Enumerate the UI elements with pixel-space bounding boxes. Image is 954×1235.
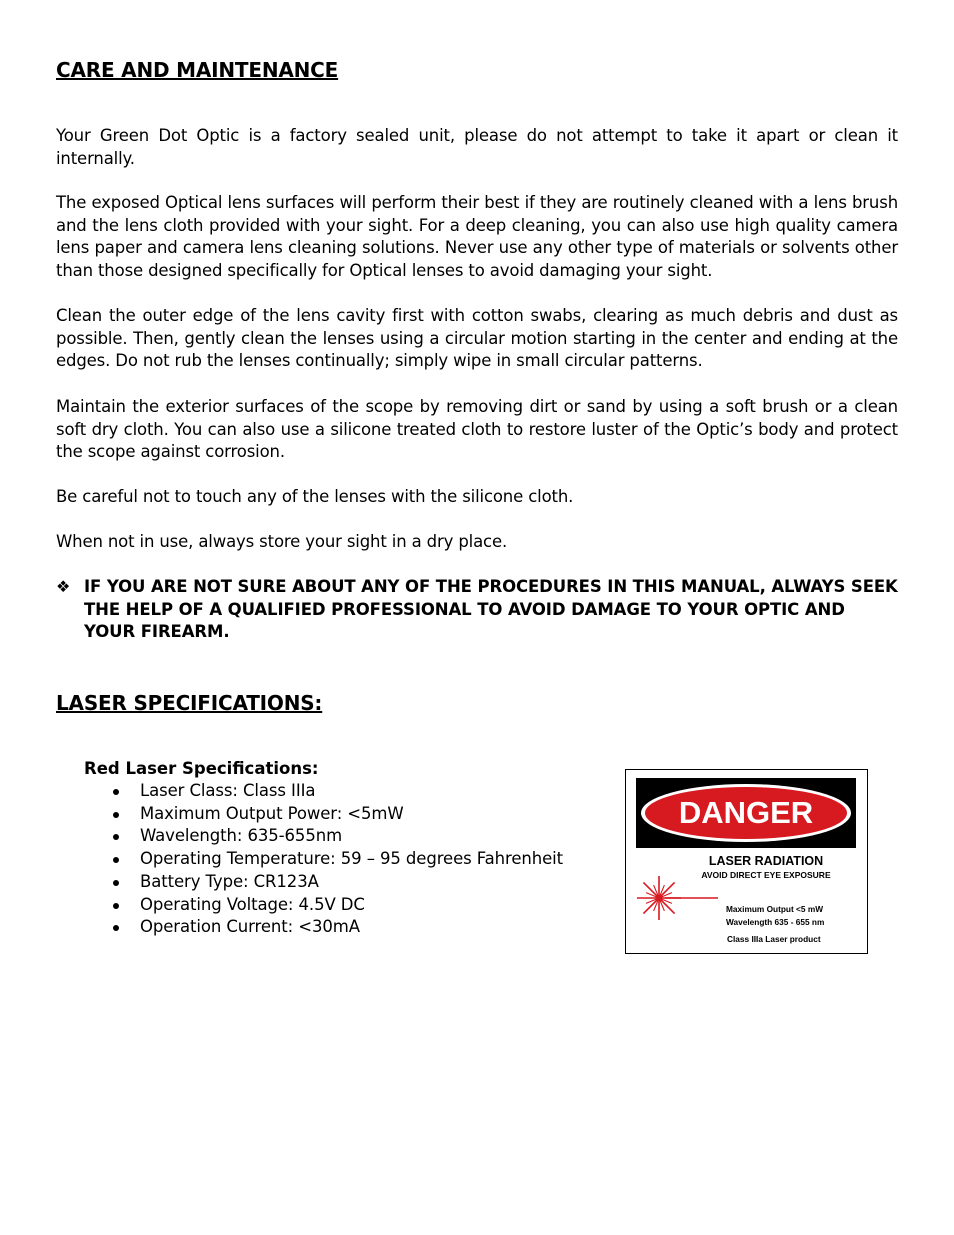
- avoid-exposure-text: AVOID DIRECT EYE EXPOSURE: [701, 870, 831, 880]
- warning-text: IF YOU ARE NOT SURE ABOUT ANY OF THE PROCEDURES IN THIS MANUAL, ALWAYS SEEK THE HELP OF A QUALIFIED PROFESSIONAL TO AVOID DAMAGE TO YOUR OPTIC AND YOUR FIREARM.: [84, 577, 898, 642]
- laser-heading: LASER SPECIFICATIONS:: [56, 691, 323, 715]
- laser-radiation-text: LASER RADIATION: [708, 854, 824, 868]
- spec-list: [84, 780, 563, 939]
- list-item: [84, 871, 563, 894]
- care-paragraph-3: Clean the outer edge of the lens cavity first with cotton swabs, clearing as much debris and dust as possible. Then, gently clean the lenses using a circular motion starting in the center and ending at the edges. Do not rub the lenses continually; simply wipe in small circular patterns.: [56, 306, 898, 371]
- list-item: [84, 894, 563, 917]
- spec-text: Laser Class: Class IIIa: [140, 781, 316, 800]
- red-laser-subheading: Red Laser Specifications:: [84, 759, 319, 778]
- care-paragraph-2: The exposed Optical lens surfaces will perform their best if they are routinely cleaned with a lens brush and the lens cloth provided with your sight. For a deep cleaning, you can also use high quality camera lens paper and camera lens cleaning solutions. Never use any other type of materials or solvents other than those designed specifically for Optical lenses to avoid damaging your sight.: [56, 193, 898, 280]
- danger-sign-graphic: [626, 770, 866, 952]
- spec-text: Wavelength: 635-655nm: [140, 826, 343, 846]
- spec-text: Maximum Output Power: <5mW: [140, 803, 404, 823]
- bullet-icon: [113, 857, 119, 863]
- spec-text: Operating Temperature: 59 – 95 degrees Fahrenheit: [140, 849, 564, 869]
- list-item: [84, 825, 563, 848]
- list-item: [84, 780, 563, 803]
- diamond-bullet-icon: ❖: [56, 577, 71, 596]
- list-item: [84, 803, 563, 826]
- care-paragraph-1: Your Green Dot Optic is a factory sealed unit, please do not attempt to take it apart or clean it internally.: [56, 126, 898, 168]
- care-paragraph-6: When not in use, always store your sight in a dry place.: [56, 532, 508, 551]
- list-item: [84, 848, 563, 871]
- laser-danger-label: [625, 769, 868, 954]
- bullet-icon: [113, 812, 119, 818]
- laser-starburst-icon: [637, 876, 718, 920]
- bullet-icon: [113, 789, 119, 795]
- wavelength-text: Wavelength 635 - 655 nm: [726, 917, 825, 927]
- bullet-icon: [113, 903, 119, 909]
- list-item: [84, 916, 563, 939]
- laser-class-text: Class IIIa Laser product: [727, 934, 821, 944]
- care-paragraph-5: Be careful not to touch any of the lenses with the silicone cloth.: [56, 487, 574, 506]
- care-heading: CARE AND MAINTENANCE: [56, 58, 339, 82]
- spec-text: Operation Current: <30mA: [140, 917, 360, 937]
- spec-text: Battery Type: CR123A: [140, 871, 319, 891]
- bullet-icon: [113, 834, 119, 840]
- spec-text: Operating Voltage: 4.5V DC: [140, 894, 365, 914]
- bullet-icon: [113, 880, 119, 886]
- max-output-text: Maximum Output <5 mW: [726, 904, 824, 914]
- danger-title: DANGER: [678, 795, 814, 830]
- care-paragraph-4: Maintain the exterior surfaces of the scope by removing dirt or sand by using a soft brush or a clean soft dry cloth. You can also use a silicone treated cloth to restore luster of the Optic’s body and protect the scope against corrosion.: [56, 397, 898, 462]
- bullet-icon: [113, 925, 119, 931]
